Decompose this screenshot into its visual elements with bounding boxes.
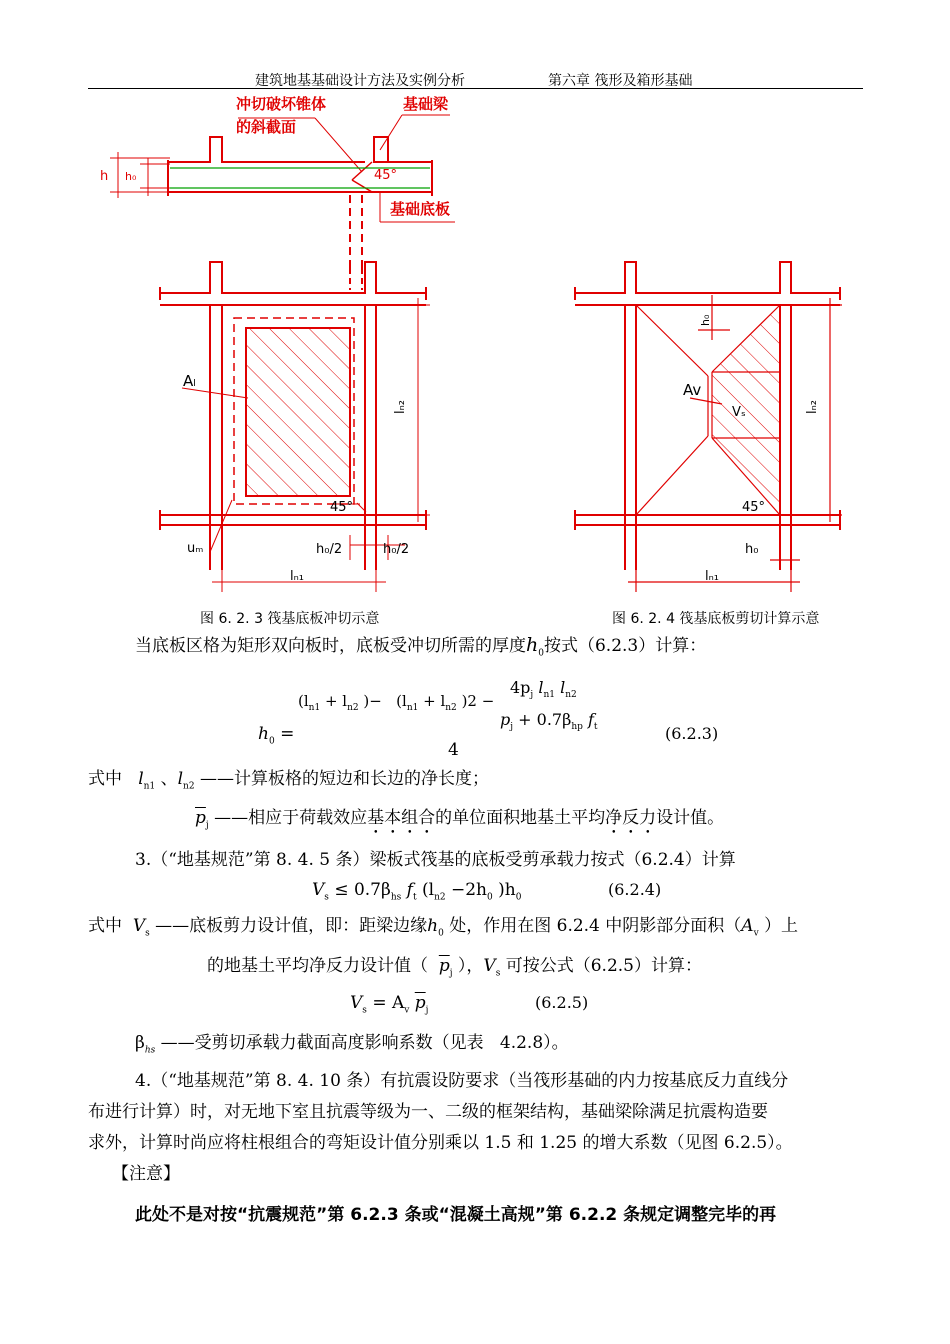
label-slab: 基础底板 (390, 200, 451, 218)
para-3: 3.（“地基规范”第 8. 4. 5 条）梁板式筏基的底板受剪承载力按式（6.2.4）计算 (135, 850, 736, 870)
label-angle-624: 45° (742, 500, 766, 515)
label-ln2-624: lₙ₂ (805, 399, 820, 414)
label-h0-624: h₀ (745, 542, 759, 557)
def-ln: 式中 $l_{n1}$ 、$l_{n2}$ ——计算板格的短边和长边的净长度； (88, 769, 489, 792)
label-Av: Av (683, 381, 702, 399)
figures (0, 0, 950, 640)
para-1: 当底板区格为矩形双向板时，底板受冲切所需的厚度$h_0$按式（6.2.3）计算： (135, 634, 707, 659)
def-vs: 式中 $V_s$ ——底板剪力设计值，即：距梁边缘$h_0$ 处，作用在图 6.2.4 中阴影部分面积（$A_v$ ）上 (88, 916, 799, 939)
label-h0half-a: h₀/2 (316, 542, 343, 557)
label-h0half-b: h₀/2 (383, 542, 410, 557)
label-angle-top: 45° (374, 168, 398, 183)
label-h0: h₀ (125, 170, 137, 183)
label-beam: 基础梁 (403, 95, 449, 113)
label-ln2-623: lₙ₂ (393, 399, 408, 414)
label-angle-623: 45° (330, 500, 354, 515)
header-left: 建筑地基基础设计方法及实例分析 (255, 73, 465, 89)
def-beta: $\beta_{hs}$ ——受剪切承载力截面高度影响系数（见表 4.2.8）。 (135, 1033, 569, 1056)
para-4-line3: 求外，计算时尚应将柱根组合的弯矩设计值分别乘以 1.5 和 1.25 的增大系数（见图 6.2.5）。 (88, 1133, 793, 1153)
label-um: uₘ (187, 541, 204, 556)
label-ln1-623: lₙ₁ (290, 569, 305, 584)
label-ln1-624: lₙ₁ (705, 569, 720, 584)
label-h: h (100, 169, 109, 184)
caption-624: 图 6. 2. 4 筏基底板剪切计算示意 (612, 611, 820, 627)
label-h0-top-624: h₀ (699, 314, 712, 326)
para-5: 此处不是对按“抗震规范”第 6.2.3 条或“混凝土高规”第 6.2.2 条规定调整完毕的再 (135, 1205, 777, 1225)
label-Vs: Vₛ (732, 405, 746, 420)
note-heading: 【注意】 (112, 1164, 180, 1184)
equation-625-number: (6.2.5) (535, 993, 589, 1012)
label-Al: Aₗ (183, 372, 196, 390)
def-vs-2: 的地基土平均净反力设计值（ $\overline{p}_j$ ），$V_s$ 可按公式（6.2.5）计算： (207, 956, 702, 979)
para-4-line1: 4.（“地基规范”第 8. 4. 10 条）有抗震设防要求（当筏形基础的内力按基底反力直线分 (135, 1071, 789, 1091)
equation-624-number: (6.2.4) (608, 880, 662, 899)
equation-624: $V_s \le 0.7\beta_{hs}$ $f_t$ ($l_{n2} -2h_0$ )$h_0$ (312, 880, 522, 903)
para-4-line2: 布进行计算）时，对无地下室且抗震等级为一、二级的框架结构，基础梁除满足抗震构造要 (88, 1102, 768, 1122)
equation-625: $V_s = A_v$ $\overline{p}_j$ (350, 993, 429, 1016)
label-punch2: 的斜截面 (236, 118, 297, 136)
def-pj: $\overline{p}_j$ ——相应于荷载效应基本组合的单位面积地基土平均净反力设计值。 (195, 808, 725, 831)
caption-623: 图 6. 2. 3 筏基底板冲切示意 (200, 611, 380, 627)
label-punch: 冲切破坏锥体 (236, 95, 327, 113)
header-right: 第六章 筏形及箱形基础 (548, 73, 693, 89)
